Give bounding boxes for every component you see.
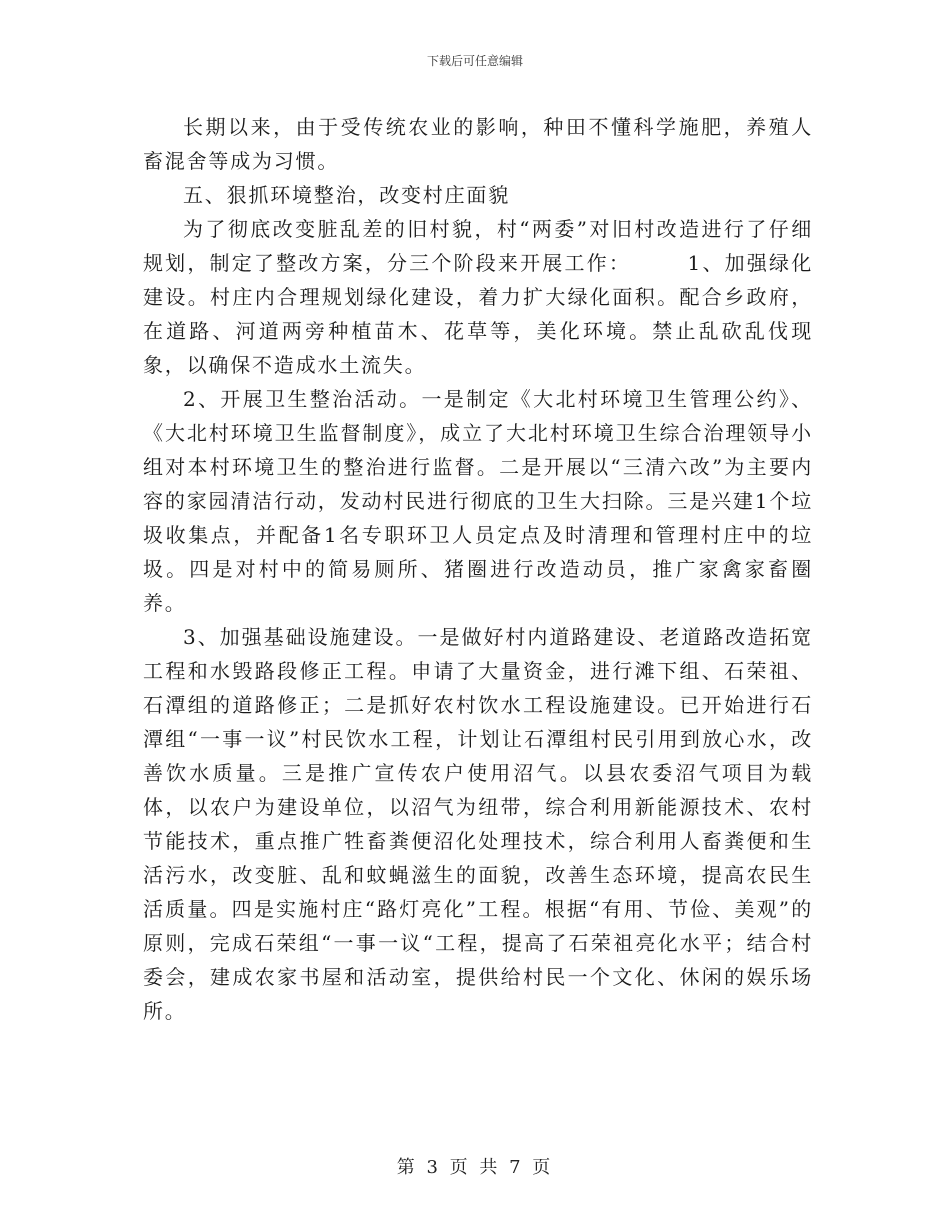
page-number-footer: 第 3 页 共 7 页 <box>396 1157 554 1178</box>
paragraph-intro-habits: 长期以来，由于受传统农业的影响，种田不懂科学施肥，养殖人畜混舍等成为习惯。 <box>143 115 813 173</box>
document-body <box>143 110 813 1028</box>
paragraph-renovation-plan: 为了彻底改变脏乱差的旧村貌，村“两委”对旧村改造进行了仔细规划，制定了整改方案，分三个阶段来开展工作： 1、加强绿化建设。村庄内合理规划绿化建设，着力扩大绿化面积。配合乡政府，在道路、河道两旁种植苗木、花草等，美化环境。禁止乱砍乱伐现象，以确保不造成水土流失。 <box>143 217 813 377</box>
paragraph-sanitation: 2、开展卫生整治活动。一是制定《大北村环境卫生管理公约》、《大北村环境卫生监督制度》，成立了大北村环境卫生综合治理领导小组对本村环境卫生的整治进行监督。二是开展以“三清六改”为主要内容的家园清洁行动，发动村民进行彻底的卫生大扫除。三是兴建1个垃圾收集点，并配备1名专职环卫人员定点及时清理和管理村庄中的垃圾。四是对村中的简易厕所、猪圈进行改造动员，推广家禽家畜圈养。 <box>143 387 813 615</box>
paragraph-infrastructure: 3、加强基础设施建设。一是做好村内道路建设、老道路改造拓宽工程和水毁路段修正工程。申请了大量资金，进行滩下组、石荣祖、石潭组的道路修正；二是抓好农村饮水工程设施建设。已开始进行石潭组“一事一议”村民饮水工程，计划让石潭组村民引用到放心水，改善饮水质量。三是推广宣传农户使用沼气。以县农委沼气项目为载体，以农户为建设单位，以沼气为纽带，综合利用新能源技术、农村节能技术，重点推广牲畜粪便沼化处理技术，综合利用人畜粪便和生活污水，改变脏、乱和蚊蝇滋生的面貌，改善生态环境，提高农民生活质量。四是实施村庄“路灯亮化”工程。根据“有用、节俭、美观”的原则，完成石荣组“一事一议“工程，提高了石荣祖亮化水平；结合村委会，建成农家书屋和活动室，提供给村民一个文化、休闲的娱乐场所。 <box>143 625 813 1023</box>
page-header-note: 下载后可任意编辑 <box>426 54 523 68</box>
section-heading-5: 五、狠抓环境整治，改变村庄面貌 <box>183 183 510 207</box>
